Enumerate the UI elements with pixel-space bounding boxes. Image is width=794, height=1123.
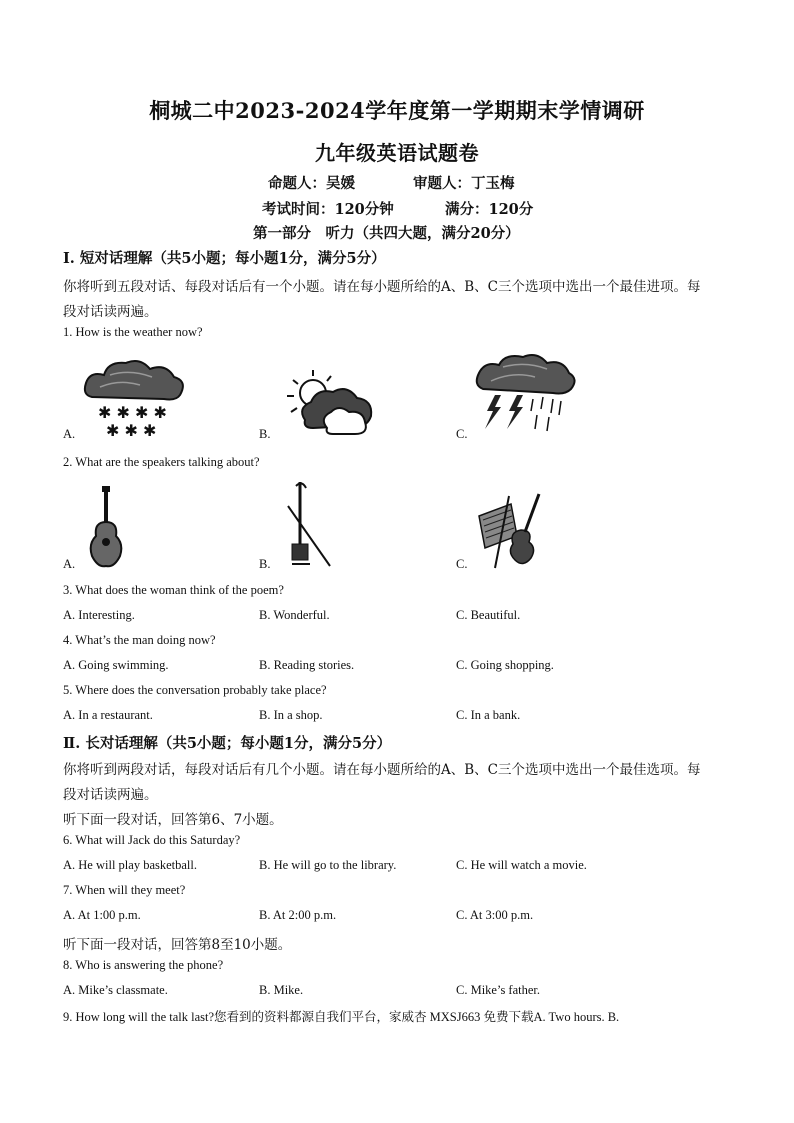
setter-label: 命题人：吴媛	[268, 175, 355, 192]
q6-option-b[interactable]: B. He will go to the library.	[259, 858, 397, 872]
full-score: 满分：120分	[445, 201, 534, 218]
q4-option-b[interactable]: B. Reading stories.	[259, 658, 355, 672]
question-9: 9. How long will the talk last?您看到的资料都源自我们平台，家威杏 MXSJ663 免费下载A. Two hours. B.	[63, 1010, 620, 1024]
q1-option-a[interactable]: A.	[63, 427, 76, 441]
q2-option-a[interactable]: A.	[63, 557, 76, 571]
question-8: 8. Who is answering the phone?	[63, 958, 224, 972]
q8-option-a[interactable]: A. Mike’s classmate.	[63, 983, 168, 997]
section1-instruction: 你将听到五段对话、每段对话后有一个小题。请在每小题所给的A、B、C三个选项中选出一个最佳进项。每	[63, 279, 701, 295]
page-title: 桐城二中2023-2024学年度第一学期期末学情调研	[149, 98, 645, 123]
q3-option-a[interactable]: A. Interesting.	[63, 608, 135, 622]
question-3: 3. What does the woman think of the poem?	[63, 583, 284, 597]
q1-option-b[interactable]: B.	[259, 427, 271, 441]
svg-text:✱ ✱ ✱ ✱: ✱ ✱ ✱ ✱	[98, 403, 167, 422]
question-5: 5. Where does the conversation probably take place?	[63, 683, 327, 697]
section2-instruction: 你将听到两段对话，每段对话后有几个小题。请在每小题所给的A、B、C三个选项中选出一个最佳选项。每	[63, 762, 701, 778]
q3-option-c[interactable]: C. Beautiful.	[456, 608, 521, 622]
q2-option-c[interactable]: C.	[456, 557, 468, 571]
q4-option-c[interactable]: C. Going shopping.	[456, 658, 554, 672]
violin-music-image	[475, 490, 550, 570]
section2-heading: Ⅱ. 长对话理解（共5小题；每小题1分，满分5分）	[63, 735, 392, 752]
q4-option-a[interactable]: A. Going swimming.	[63, 658, 169, 672]
question-4: 4. What’s the man doing now?	[63, 633, 216, 647]
q7-option-b[interactable]: B. At 2:00 p.m.	[259, 908, 337, 922]
q8-option-c[interactable]: C. Mike’s father.	[456, 983, 541, 997]
dialogue-note-2: 听下面一段对话，回答第8至10小题。	[63, 937, 292, 953]
q7-option-a[interactable]: A. At 1:00 p.m.	[63, 908, 141, 922]
dialogue-note-1: 听下面一段对话，回答第6、7小题。	[63, 812, 283, 828]
section1-heading: Ⅰ. 短对话理解（共5小题；每小题1分，满分5分）	[63, 250, 386, 267]
q5-option-b[interactable]: B. In a shop.	[259, 708, 323, 722]
page-subtitle: 九年级英语试题卷	[315, 141, 479, 165]
q6-option-a[interactable]: A. He will play basketball.	[63, 858, 197, 872]
q7-option-c[interactable]: C. At 3:00 p.m.	[456, 908, 534, 922]
guitar-image	[86, 486, 126, 568]
q8-option-b[interactable]: B. Mike.	[259, 983, 304, 997]
snow-cloud-image	[80, 355, 190, 440]
exam-time: 考试时间：120分钟	[262, 201, 394, 218]
svg-text:✱ ✱ ✱: ✱ ✱ ✱	[106, 421, 157, 440]
thunderstorm-image	[473, 353, 578, 438]
reviewer-label: 审题人：丁玉梅	[413, 175, 515, 192]
q5-option-c[interactable]: C. In a bank.	[456, 708, 521, 722]
q3-option-b[interactable]: B. Wonderful.	[259, 608, 330, 622]
q1-option-c[interactable]: C.	[456, 427, 468, 441]
cloudy-sun-image	[283, 368, 378, 438]
q2-option-b[interactable]: B.	[259, 557, 271, 571]
q5-option-a[interactable]: A. In a restaurant.	[63, 708, 153, 722]
part-heading: 第一部分 听力（共四大题，满分20分）	[253, 225, 520, 242]
q6-option-c[interactable]: C. He will watch a movie.	[456, 858, 587, 872]
erhu-image	[284, 480, 334, 570]
question-6: 6. What will Jack do this Saturday?	[63, 833, 241, 847]
section2-instruction-cont: 段对话读两遍。	[63, 787, 158, 803]
question-1: 1. How is the weather now?	[63, 325, 203, 339]
section1-instruction-cont: 段对话读两遍。	[63, 304, 158, 320]
question-2: 2. What are the speakers talking about?	[63, 455, 260, 469]
question-7: 7. When will they meet?	[63, 883, 186, 897]
